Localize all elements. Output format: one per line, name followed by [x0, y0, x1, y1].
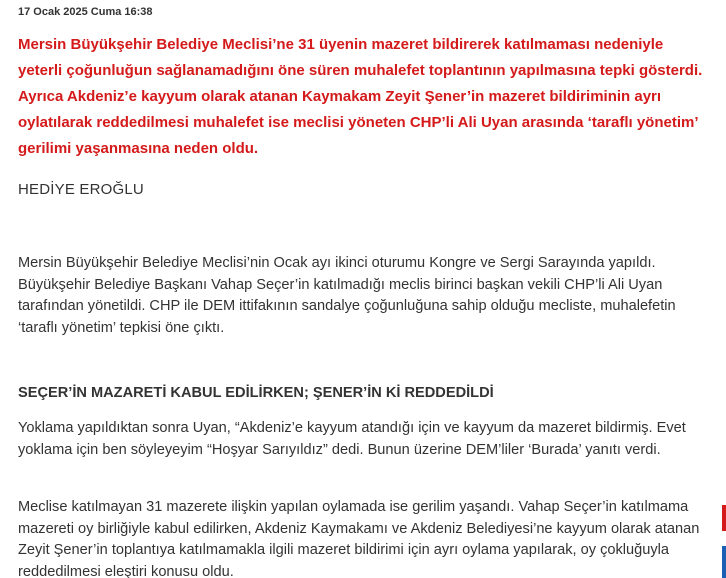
article-paragraph: Yoklama yapıldıktan sonra Uyan, “Akdeniz’e kayyum atandığı için ve kayyum da mazeret bildirmiş. Evet yoklama için ben söyleyeyim “Hoşyar Sarıyıldız” dedi. Bunun üzerine DEM’liler ‘Burada’ yanıtı verdi.	[18, 420, 686, 458]
article-paragraph: Mersin Büyükşehir Belediye Meclisi’nin Ocak ayı ikinci oturumu Kongre ve Sergi Sarayında yapıldı. Büyükşehir Belediye Başkanı Vahap Seçer’in katılmadığı meclis birinci başkan vekili CHP’li Ali Uyan tarafından yönetildi. CHP ile DEM ittifakının sandalye çoğunluğuna sahip olduğu mecliste, muhalefetin ‘taraflı yönetim’ tepkisi öne çıktı.	[18, 255, 676, 336]
author-name: HEDİYE EROĞLU	[18, 181, 144, 198]
article-lead: Mersin Büyükşehir Belediye Meclisi’ne 31 üyenin mazeret bildirerek katılmaması nedeniyle yeterli çoğunluğun sağlanamadığını öne süren muhalefet toplantının yapılmasına tepki gösterdi. Ayrıca Akdeniz’e kayyum olarak atanan Kaymakam Zeyit Şener’in mazeret bildiriminin ayrı oylatılarak reddedilmesi muhalefet ise meclisi yöneten CHP’li Ali Uyan arasında ‘taraflı yönetim’ gerilimi yaşanmasına neden oldu.	[18, 36, 703, 157]
publish-date: 17 Ocak 2025 Cuma 16:38	[18, 6, 153, 18]
side-widget-blue-edge[interactable]	[722, 546, 726, 578]
article-paragraph: Meclise katılmayan 31 mazerete ilişkin yapılan oylamada ise gerilim yaşandı. Vahap Seçer’in katılmama mazereti oy birliğiyle kabul edilirken, Akdeniz Kaymakamı ve Akdeniz Belediyesi’ne kayyum olarak atanan Zeyit Şener’in toplantıya katılmamakla ilgili mazeret bildirimi için ayrı oylama yapılarak, oy çokluğuyla reddedilmesi eleştiri konusu oldu.	[18, 499, 700, 578]
article-subheading: SEÇER’İN MAZARETİ KABUL EDİLİRKEN; ŞENER’İN Kİ REDDEDİLDİ	[18, 385, 494, 401]
side-widget-red-edge[interactable]	[722, 505, 726, 531]
